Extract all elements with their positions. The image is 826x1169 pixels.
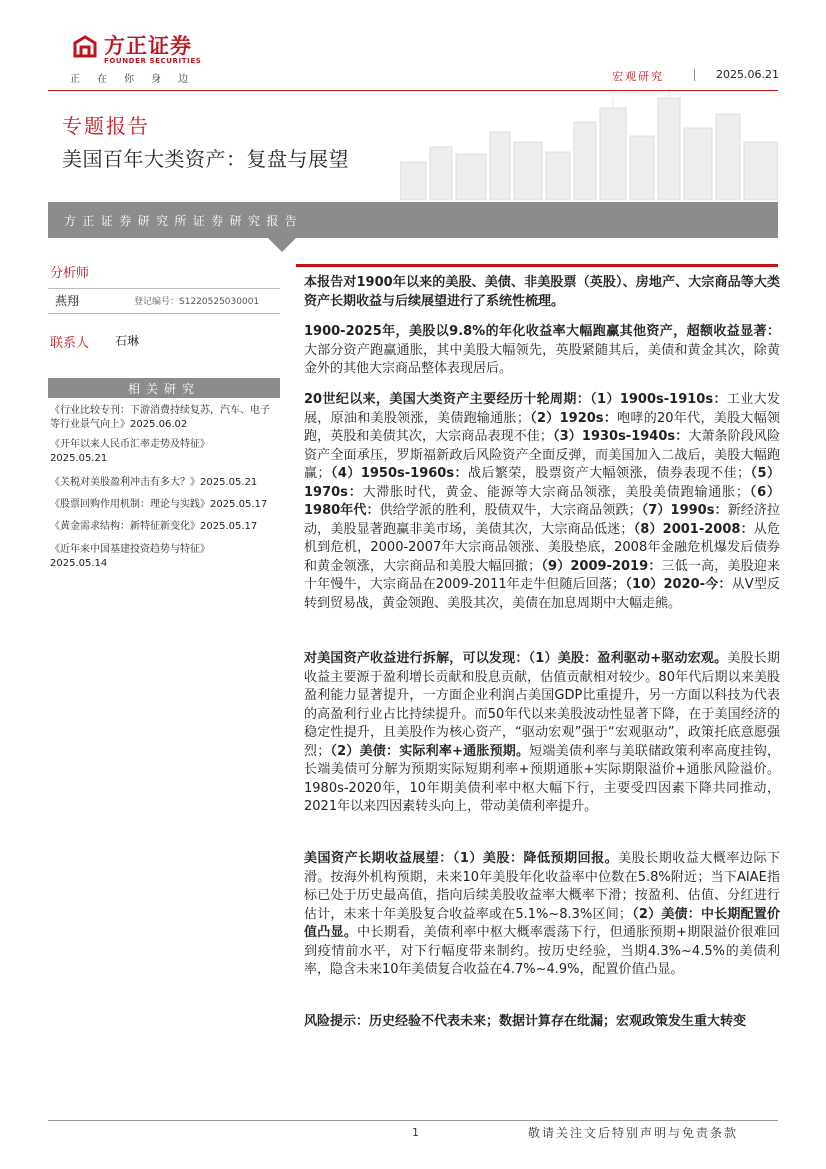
outlook-text: 中长期看，美债利率中枢大概率震荡下行，但通胀预期+期限溢价很难回到疫情前水平，对下行幅度带来制约。按历史经验，当期4.3%~4.5%的美债利率，隐含未来10年美债复合收益在4.7%~4.9%，配置价值凸显。 — [304, 925, 780, 977]
summary-rule — [296, 264, 778, 267]
related-item-date: 2025.05.17 — [200, 521, 258, 532]
summary-intro-text: 本报告对1900年以来的美股、美债、非美股票（英股）、房地产、大宗商品等大类资产长期收益与后续展望进行了系统性梳理。 — [304, 275, 780, 309]
related-item-title[interactable]: 《黄金需求结构：新特征新变化》 — [50, 521, 200, 532]
related-item-title[interactable]: 《开年以来人民币汇率走势及特征》 — [50, 439, 210, 450]
related-item[interactable] — [50, 476, 278, 490]
risk-warning-text: 风险提示：历史经验不代表未来；数据计算存在纰漏；宏观政策发生重大转变 — [304, 1014, 747, 1029]
cycle-text: 工业大发展，原油和美股领涨，美债跑输通胀； — [304, 392, 780, 426]
header-separator — [694, 69, 695, 81]
cycle-label: （6）1980年代： — [304, 484, 780, 518]
cycle-label: （5）1970s： — [304, 466, 781, 500]
banner-notch — [268, 238, 296, 252]
related-item[interactable] — [50, 543, 278, 571]
page-number: 1 — [412, 1126, 419, 1139]
related-item-date: 2025.05.17 — [210, 499, 268, 510]
analyst-registration: 登记编号：S1220525030001 — [134, 297, 260, 307]
performance-lead: 1900-2025年，美股以9.8%的年化收益率大幅跑赢其他资产，超额收益显著： — [304, 324, 780, 339]
analyst-name: 燕翔 — [55, 294, 80, 308]
founder-logo-icon — [72, 34, 98, 60]
cycle-label: （10）2020-今： — [625, 577, 732, 592]
summary-outlook — [304, 850, 780, 980]
decomposition-lead: 对美国资产收益进行拆解，可以发现：（1）美股：盈利驱动+驱动宏观。 — [304, 651, 728, 666]
disclaimer-note[interactable]: 敬请关注文后特别声明与免责条款 — [528, 1126, 739, 1140]
contact-name: 石琳 — [115, 334, 140, 348]
contact-label: 联系人 — [50, 336, 90, 351]
cycles-lead: 20世纪以来，美国大类资产主要经历十轮周期：（1）1900s-1910s： — [304, 392, 727, 407]
summary-cycles — [304, 391, 780, 613]
related-item-date: 2025.05.14 — [50, 558, 108, 569]
report-type: 专题报告 — [62, 114, 150, 138]
cycle-text: 大滞胀时代，黄金、能源等大宗商品领涨，美股美债跑输通胀； — [362, 484, 749, 500]
related-item-date: 2025.06.02 — [130, 419, 188, 430]
related-item-date: 2025.05.21 — [50, 453, 108, 464]
footer-rule — [48, 1120, 778, 1121]
report-title: 美国百年大类资产：复盘与展望 — [62, 147, 349, 171]
cycle-label: （4）1950s-1960s： — [330, 466, 468, 481]
related-item[interactable] — [50, 520, 278, 534]
performance-text: 大部分资产跑赢通胀，其中美股大幅领先，英股紧随其后，美债和黄金其次，除黄金外的其他大宗商品整体表现居后。 — [304, 342, 780, 376]
cycle-label: （7）1990s： — [641, 503, 728, 518]
related-item-title[interactable]: 《股票回购作用机制：理论与实践》 — [50, 499, 210, 510]
cycle-text: 大萧条阶段风险资产全面承压，罗斯福新政后风险资产全面反弹，而美国加入二战后，美股大幅跑赢； — [304, 429, 780, 481]
related-item-title[interactable]: 《行业比较专刊：下游消费持续复苏，汽车、电子等行业景气向上》 — [50, 405, 270, 430]
decomposition-label: （2）美债：实际利率+通胀预期。 — [330, 743, 530, 759]
summary-intro — [304, 274, 780, 311]
summary-performance — [304, 323, 780, 379]
cycle-label: （9）2009-2019： — [541, 558, 662, 574]
outlook-lead: 美国资产长期收益展望：（1）美股：降低预期回报。 — [304, 851, 619, 866]
risk-warning — [304, 1013, 780, 1032]
report-date: 2025.06.21 — [716, 68, 779, 81]
cycle-text: 从危机到危机，2000-2007年大宗商品领涨、美股垫底，2008年金融危机爆发后债券和黄金领涨，大宗商品和美股大幅回撤； — [304, 521, 780, 574]
cycle-text: 供给学派的胜利，股债双牛，大宗商品领跌； — [379, 503, 642, 518]
cycle-text: 三低一高，美股迎来十年慢牛，大宗商品在2009-2011年走牛但随后回落； — [304, 558, 780, 592]
related-item-title[interactable]: 《近年来中国基建投资趋势与特征》 — [50, 544, 210, 555]
decomposition-text: 短端美债利率与美联储政策利率高度挂钩，长端美债可分解为预期实际短期利率+预期通胀+实际期限溢价+通胀风险溢价。1980s-2020年，10年期美债利率中枢大幅下行，主要受四因素下降共同推动，2021年以来四因素转头向上，带动美债利率提升。 — [304, 743, 780, 814]
related-research-label: 相关研究 — [127, 382, 200, 396]
analyst-label: 分析师 — [50, 266, 90, 281]
cycle-label: （2）1920s： — [529, 410, 618, 426]
cycle-text: 战后繁荣，股票资产大幅领涨，债券表现不佳； — [467, 466, 751, 481]
header-rule — [48, 90, 778, 91]
cycle-label: （8）2001-2008： — [633, 521, 754, 537]
cycle-text: 咆哮的20年代，美股大幅领跑，英股和美债其次，大宗商品表现不佳； — [304, 410, 780, 444]
related-item[interactable] — [50, 404, 278, 432]
related-item[interactable] — [50, 438, 278, 466]
cycle-label: （3）1930s-1940s： — [552, 429, 689, 444]
cycle-text: 新经济拉动，美股显著跑赢非美市场，美债其次，大宗商品低迷； — [304, 503, 780, 537]
related-item-date: 2025.05.21 — [200, 477, 258, 488]
logo-cn: 方正证券 — [104, 34, 192, 58]
decomposition-text: 美股长期收益主要源于盈利增长贡献和股息贡献，估值贡献相对较少。80年代后期以来美股盈利能力显著提升，一方面企业利润占美国GDP比重提升，另一方面以科技为代表的高盈利行业占比持续提升。而50年代以来美股波动性显著下降，在于美国经济的稳定性提升，且美股作为核心资产，“驱动宏观”强于“宏观驱动”，政策托底意愿强烈； — [304, 651, 780, 759]
institute-banner-text: 方正证券研究所证券研究报告 — [64, 214, 304, 228]
logo-en: FOUNDER SECURITIES — [104, 57, 202, 65]
report-category: 宏观研究 — [612, 70, 664, 83]
related-item-title[interactable]: 《关税对美股盈利冲击有多大？》 — [50, 477, 200, 488]
cycle-text: 从V型反转到贸易战，黄金领跑、美股其次，美债在加息周期中大幅走熊。 — [304, 577, 780, 611]
summary-decomposition — [304, 650, 780, 817]
slogan: 正在你身边 — [70, 74, 205, 85]
related-item[interactable] — [50, 498, 278, 512]
outlook-text: 美股长期收益大概率边际下滑。按海外机构预期，未来10年美股年化收益率中位数在5.8%附近；当下AIAE指标已处于历史最高值，指向后续美股收益率大概率下滑；按盈利、估值、分红进行估计，未来十年美股复合收益率或在5.1%~8.3%区间； — [304, 851, 780, 922]
outlook-label: （2）美债：中长期配置价值凸显。 — [304, 906, 780, 940]
skyline-illustration — [400, 92, 778, 200]
